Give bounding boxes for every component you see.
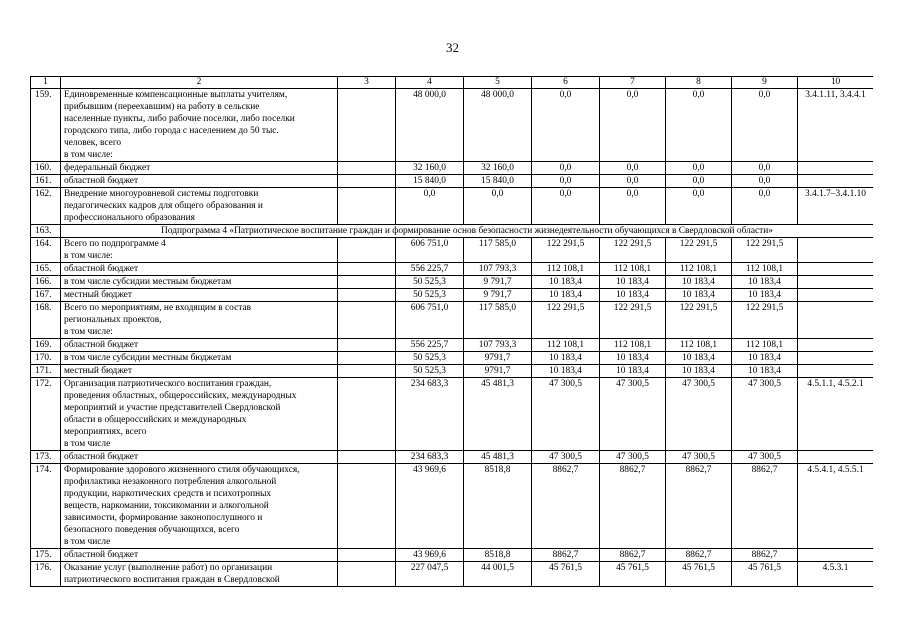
cell-col3 [338, 451, 396, 464]
column-header: 4 [396, 77, 464, 89]
row-number: 161. [31, 175, 61, 188]
column-header: 6 [532, 77, 600, 89]
row-description: местный бюджет [61, 365, 338, 378]
row-number: 163. [31, 225, 61, 238]
cell-col6: 8862,7 [532, 549, 600, 562]
column-header: 7 [600, 77, 666, 89]
cell-col9: 0,0 [732, 162, 798, 175]
cell-col7: 10 183,4 [600, 352, 666, 365]
cell-col5: 0,0 [464, 188, 532, 225]
cell-col9: 10 183,4 [732, 365, 798, 378]
row-number: 159. [31, 89, 61, 162]
cell-col6: 10 183,4 [532, 352, 600, 365]
cell-col5: 9791,7 [464, 352, 532, 365]
cell-col9: 45 761,5 [732, 562, 798, 587]
cell-col6: 10 183,4 [532, 365, 600, 378]
row-number: 162. [31, 188, 61, 225]
cell-target-refs [798, 302, 874, 339]
cell-col3 [338, 464, 396, 549]
cell-col3 [338, 549, 396, 562]
cell-col5: 8518,8 [464, 549, 532, 562]
cell-col5: 15 840,0 [464, 175, 532, 188]
cell-target-refs [798, 339, 874, 352]
row-description: областной бюджет [61, 339, 338, 352]
cell-col5: 32 160,0 [464, 162, 532, 175]
cell-target-refs [798, 276, 874, 289]
cell-col8: 0,0 [666, 162, 732, 175]
cell-col9: 0,0 [732, 89, 798, 162]
cell-col9: 10 183,4 [732, 289, 798, 302]
table-header-row [31, 77, 874, 89]
cell-col9: 0,0 [732, 175, 798, 188]
cell-col8: 0,0 [666, 175, 732, 188]
cell-col8: 112 108,1 [666, 339, 732, 352]
row-description: местный бюджет [61, 289, 338, 302]
row-description: в том числе субсидии местным бюджетам [61, 276, 338, 289]
cell-col6: 122 291,5 [532, 302, 600, 339]
cell-col5: 107 793,3 [464, 339, 532, 352]
cell-col7: 122 291,5 [600, 238, 666, 263]
budget-table-container [30, 76, 873, 640]
cell-col7: 8862,7 [600, 464, 666, 549]
cell-col8: 47 300,5 [666, 451, 732, 464]
cell-col5: 9 791,7 [464, 289, 532, 302]
cell-col3 [338, 289, 396, 302]
cell-col4-total: 43 969,6 [396, 464, 464, 549]
cell-col8: 10 183,4 [666, 289, 732, 302]
cell-col6: 112 108,1 [532, 339, 600, 352]
table-row [31, 289, 874, 302]
row-description: федеральный бюджет [61, 162, 338, 175]
row-number: 174. [31, 464, 61, 549]
row-number: 164. [31, 238, 61, 263]
cell-col4-total: 556 225,7 [396, 339, 464, 352]
cell-col7: 0,0 [600, 175, 666, 188]
cell-col4-total: 606 751,0 [396, 238, 464, 263]
cell-col3 [338, 339, 396, 352]
cell-col7: 0,0 [600, 89, 666, 162]
cell-col4-total: 43 969,6 [396, 549, 464, 562]
cell-col6: 10 183,4 [532, 289, 600, 302]
row-description: Всего по мероприятиям, не входящим в состав региональных проектов, в том числе: [61, 302, 338, 339]
cell-col7: 45 761,5 [600, 562, 666, 587]
row-description: в том числе субсидии местным бюджетам [61, 352, 338, 365]
cell-col8: 8862,7 [666, 549, 732, 562]
row-description: областной бюджет [61, 451, 338, 464]
row-number: 165. [31, 263, 61, 276]
table-row [31, 89, 874, 162]
cell-col6: 122 291,5 [532, 238, 600, 263]
cell-col7: 47 300,5 [600, 378, 666, 451]
cell-col9: 122 291,5 [732, 302, 798, 339]
cell-col9: 0,0 [732, 188, 798, 225]
cell-col7: 0,0 [600, 162, 666, 175]
cell-col4-total: 0,0 [396, 188, 464, 225]
cell-col8: 122 291,5 [666, 302, 732, 339]
cell-col5: 107 793,3 [464, 263, 532, 276]
row-number: 166. [31, 276, 61, 289]
cell-col4-total: 234 683,3 [396, 378, 464, 451]
cell-col8: 47 300,5 [666, 378, 732, 451]
row-description: Единовременные компенсационные выплаты учителям, прибывшим (переехавшим) на работу в сельские населенные пункты, либо рабочие поселки, либо поселки городского типа, либо города с населением до 50 тыс. человек, всего в том числе: [61, 89, 338, 162]
row-number: 168. [31, 302, 61, 339]
row-description: Оказание услуг (выполнение работ) по организации патриотического воспитания граждан в Свердловской [61, 562, 338, 587]
row-number: 175. [31, 549, 61, 562]
cell-target-refs [798, 238, 874, 263]
column-header: 2 [61, 77, 338, 89]
cell-target-refs [798, 451, 874, 464]
cell-col3 [338, 276, 396, 289]
cell-col6: 0,0 [532, 89, 600, 162]
table-row [31, 352, 874, 365]
cell-col3 [338, 378, 396, 451]
cell-col9: 47 300,5 [732, 451, 798, 464]
cell-col4-total: 50 525,3 [396, 289, 464, 302]
subprogram-heading: Подпрограмма 4 «Патриотическое воспитание граждан и формирование основ безопасности жизнедеятельности обучающихся в Свердловской области» [61, 225, 874, 238]
cell-col3 [338, 162, 396, 175]
page-number: 32 [446, 40, 459, 55]
cell-col3 [338, 188, 396, 225]
row-number: 169. [31, 339, 61, 352]
table-row [31, 464, 874, 549]
cell-col5: 9 791,7 [464, 276, 532, 289]
cell-col8: 0,0 [666, 188, 732, 225]
cell-col4-total: 556 225,7 [396, 263, 464, 276]
cell-col5: 45 481,3 [464, 451, 532, 464]
row-description: Всего по подпрограмме 4 в том числе: [61, 238, 338, 263]
cell-col9: 10 183,4 [732, 352, 798, 365]
table-row [31, 263, 874, 276]
cell-target-refs [798, 352, 874, 365]
cell-target-refs [798, 549, 874, 562]
cell-col9: 112 108,1 [732, 339, 798, 352]
cell-col5: 117 585,0 [464, 302, 532, 339]
cell-target-refs: 4.5.3.1 [798, 562, 874, 587]
cell-col6: 47 300,5 [532, 378, 600, 451]
cell-col7: 122 291,5 [600, 302, 666, 339]
row-number: 167. [31, 289, 61, 302]
cell-col7: 112 108,1 [600, 263, 666, 276]
cell-col7: 0,0 [600, 188, 666, 225]
cell-col4-total: 227 047,5 [396, 562, 464, 587]
cell-col5: 45 481,3 [464, 378, 532, 451]
cell-target-refs: 3.4.1.7–3.4.1.10 [798, 188, 874, 225]
cell-col4-total: 50 525,3 [396, 365, 464, 378]
cell-col9: 47 300,5 [732, 378, 798, 451]
cell-col4-total: 15 840,0 [396, 175, 464, 188]
cell-col6: 47 300,5 [532, 451, 600, 464]
row-description: Формирование здорового жизненного стиля обучающихся, профилактика незаконного потребления алкогольной продукции, наркотических средств и психотропных веществ, наркомании, токсикомании и алкогольной зависимости, формирование законопослушного и безопасного поведения обучающихся, всего в том числе [61, 464, 338, 549]
cell-target-refs [798, 289, 874, 302]
cell-col8: 10 183,4 [666, 365, 732, 378]
cell-col3 [338, 352, 396, 365]
cell-target-refs: 4.5.4.1, 4.5.5.1 [798, 464, 874, 549]
table-row [31, 378, 874, 451]
cell-col8: 8862,7 [666, 464, 732, 549]
column-header: 10 [798, 77, 874, 89]
cell-col7: 10 183,4 [600, 276, 666, 289]
row-number: 173. [31, 451, 61, 464]
cell-col4-total: 32 160,0 [396, 162, 464, 175]
budget-table [30, 76, 873, 587]
cell-col4-total: 50 525,3 [396, 352, 464, 365]
row-description: областной бюджет [61, 175, 338, 188]
cell-col6: 0,0 [532, 162, 600, 175]
cell-col4-total: 48 000,0 [396, 89, 464, 162]
cell-col6: 10 183,4 [532, 276, 600, 289]
cell-col4-total: 606 751,0 [396, 302, 464, 339]
cell-col7: 10 183,4 [600, 289, 666, 302]
cell-col8: 122 291,5 [666, 238, 732, 263]
cell-col4-total: 234 683,3 [396, 451, 464, 464]
column-header: 1 [31, 77, 61, 89]
table-row [31, 238, 874, 263]
cell-col8: 10 183,4 [666, 276, 732, 289]
cell-target-refs [798, 365, 874, 378]
cell-col3 [338, 238, 396, 263]
cell-col3 [338, 365, 396, 378]
cell-col7: 112 108,1 [600, 339, 666, 352]
cell-col8: 45 761,5 [666, 562, 732, 587]
row-number: 171. [31, 365, 61, 378]
cell-col8: 112 108,1 [666, 263, 732, 276]
table-row [31, 162, 874, 175]
cell-col8: 0,0 [666, 89, 732, 162]
table-row [31, 562, 874, 587]
table-row [31, 175, 874, 188]
row-description: областной бюджет [61, 263, 338, 276]
row-number: 160. [31, 162, 61, 175]
cell-col9: 10 183,4 [732, 276, 798, 289]
table-body [31, 77, 874, 587]
cell-col5: 8518,8 [464, 464, 532, 549]
cell-col5: 9791,7 [464, 365, 532, 378]
cell-col6: 45 761,5 [532, 562, 600, 587]
row-description: Организация патриотического воспитания граждан, проведения областных, общероссийских, международных мероприятий и участие представителей Свердловской области в общероссийских и международных мероприятиях, всего в том числе [61, 378, 338, 451]
row-description: Внедрение многоуровневой системы подготовки педагогических кадров для общего образования и профессионального образования [61, 188, 338, 225]
cell-target-refs: 3.4.1.11, 3.4.4.1 [798, 89, 874, 162]
cell-col5: 44 001,5 [464, 562, 532, 587]
cell-col6: 112 108,1 [532, 263, 600, 276]
cell-target-refs [798, 263, 874, 276]
column-header: 8 [666, 77, 732, 89]
cell-target-refs [798, 162, 874, 175]
cell-col9: 112 108,1 [732, 263, 798, 276]
column-header: 3 [338, 77, 396, 89]
cell-col4-total: 50 525,3 [396, 276, 464, 289]
cell-col9: 8862,7 [732, 464, 798, 549]
row-number: 176. [31, 562, 61, 587]
cell-col3 [338, 263, 396, 276]
column-header: 5 [464, 77, 532, 89]
cell-col6: 0,0 [532, 175, 600, 188]
cell-target-refs: 4.5.1.1, 4.5.2.1 [798, 378, 874, 451]
cell-col3 [338, 89, 396, 162]
cell-col3 [338, 302, 396, 339]
cell-col9: 122 291,5 [732, 238, 798, 263]
table-row [31, 276, 874, 289]
cell-col5: 117 585,0 [464, 238, 532, 263]
table-row [31, 365, 874, 378]
cell-col6: 8862,7 [532, 464, 600, 549]
row-number: 172. [31, 378, 61, 451]
table-row [31, 549, 874, 562]
cell-target-refs [798, 175, 874, 188]
cell-col6: 0,0 [532, 188, 600, 225]
table-row [31, 451, 874, 464]
cell-col5: 48 000,0 [464, 89, 532, 162]
cell-col7: 10 183,4 [600, 365, 666, 378]
table-row [31, 339, 874, 352]
table-row [31, 302, 874, 339]
cell-col7: 47 300,5 [600, 451, 666, 464]
row-number: 170. [31, 352, 61, 365]
cell-col8: 10 183,4 [666, 352, 732, 365]
row-description: областной бюджет [61, 549, 338, 562]
cell-col7: 8862,7 [600, 549, 666, 562]
table-row [31, 225, 874, 238]
table-row [31, 188, 874, 225]
cell-col3 [338, 562, 396, 587]
cell-col9: 8862,7 [732, 549, 798, 562]
cell-col3 [338, 175, 396, 188]
column-header: 9 [732, 77, 798, 89]
